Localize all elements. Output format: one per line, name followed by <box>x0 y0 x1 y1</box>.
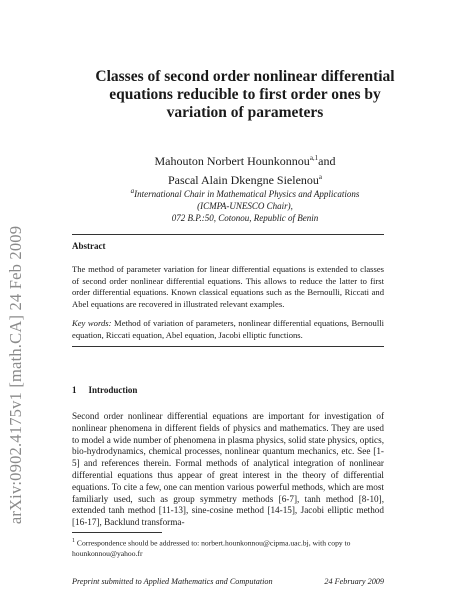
author-1-mark: a,1 <box>309 154 319 162</box>
affiliation <box>60 185 430 224</box>
footnote-rule <box>72 532 162 533</box>
affiliation-line-3: 072 B.P.:50, Cotonou, Republic of Benin <box>171 213 319 223</box>
title-line-1: Classes of second order nonlinear differential <box>95 68 395 85</box>
abstract-bottom-rule <box>72 346 384 347</box>
affiliation-name: International Chair in Mathematical Physics and Applications <box>134 189 360 199</box>
keywords-label: Key words: <box>72 318 112 328</box>
footnote-mark: 1 <box>72 538 75 544</box>
section-number: 1 <box>72 385 77 395</box>
keywords-text: Method of variation of parameters, nonlinear differential equations, Bernoulli equation, Riccati equation, Abel equation, Jacobi elliptic functions. <box>72 318 384 340</box>
section-heading <box>72 385 137 395</box>
keywords <box>72 318 384 341</box>
section-title: Introduction <box>88 385 138 395</box>
title-line-2: equations reducible to first order ones by <box>109 86 381 103</box>
preprint-journal: Preprint submitted to Applied Mathematics and Computation <box>72 577 273 586</box>
author-1-name: Mahouton Norbert Hounkonnou <box>154 154 310 168</box>
title-line-3: variation of parameters <box>166 104 324 121</box>
author-line-1 <box>60 150 430 169</box>
footnote <box>72 536 384 560</box>
abstract-top-rule <box>72 234 384 235</box>
preprint-line <box>72 577 384 586</box>
abstract-heading: Abstract <box>72 241 106 251</box>
arxiv-identifier-text: arXiv:0902.4175v1 [math.CA] 24 Feb 2009 <box>6 225 26 525</box>
author-conjunction: and <box>318 154 336 168</box>
paper-title <box>60 68 430 122</box>
author-list <box>60 150 430 188</box>
footnote-text: Correspondence should be addressed to: norbert.hounkonnou@cipma.uac.bj, with copy to hounkonnou@yahoo.fr <box>72 538 351 559</box>
affiliation-line-1 <box>60 185 430 200</box>
author-2-mark: a <box>318 173 323 181</box>
affiliation-line-2: (ICMPA-UNESCO Chair), <box>197 201 293 211</box>
author-2-name: Pascal Alain Dkengne Sielenou <box>167 173 319 187</box>
preprint-date: 24 February 2009 <box>324 577 384 586</box>
introduction-text: Second order nonlinear differential equations are important for investigation of nonlinear phenomena in different fields of physics and mathematics. They are used to model a wide number of phenomena in plasma physics, solid state physics, optics, bio-hydrodynamics, chemical processes, nonlinear quantum mechanics, etc. See [1-5] and references therein. Formal methods of analytical integration of nonlinear differential equations thus appear of great interest in the theory of differential equations. To cite a few, one can mention various powerful methods, which are most familiarly used, such as group symmetry methods [6-7], tanh method [8-10], extended tanh method [11-13], sine-cosine method [14-15], Jacobi elliptic method [16-17], Backlund transforma- <box>72 411 384 528</box>
affiliation-mark: a <box>130 187 135 195</box>
arxiv-identifier-stamp <box>2 155 30 595</box>
abstract-text: The method of parameter variation for linear differential equations is extended to classes of second order nonlinear differential equations. This allows to reduce the latter to first order differential equations. Known classical equations such as the Bernoulli, Riccati and Abel equations are recovered in illustrated relevant examples. <box>72 264 384 309</box>
